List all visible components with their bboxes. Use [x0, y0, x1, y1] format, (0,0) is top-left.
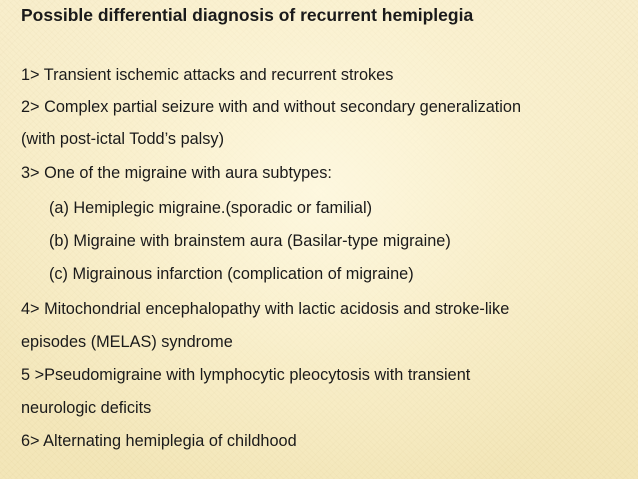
item-3-migraine: 3> One of the migraine with aura subtypes: [21, 164, 332, 182]
subitem-3b: (b) Migraine with brainstem aura (Basilar-type migraine) [49, 232, 451, 250]
item-5-continuation: neurologic deficits [21, 399, 152, 417]
item-4-melas: 4> Mitochondrial encephalopathy with lactic acidosis and stroke-like [21, 300, 510, 318]
slide-title: Possible differential diagnosis of recurrent hemiplegia [21, 5, 474, 25]
item-6-alternating-hemiplegia: 6> Alternating hemiplegia of childhood [21, 432, 297, 450]
item-4-continuation: episodes (MELAS) syndrome [21, 333, 233, 351]
subitem-3a: (a) Hemiplegic migraine.(sporadic or familial) [49, 199, 373, 217]
item-2-seizure: 2> Complex partial seizure with and without secondary generalization [21, 98, 522, 116]
item-5-pseudomigraine: 5 >Pseudomigraine with lymphocytic pleocytosis with transient [21, 366, 471, 384]
item-2-continuation: (with post-ictal Todd’s palsy) [21, 130, 224, 148]
subitem-3c: (c) Migrainous infarction (complication of migraine) [49, 265, 414, 283]
item-1-tia: 1> Transient ischemic attacks and recurrent strokes [21, 66, 394, 84]
